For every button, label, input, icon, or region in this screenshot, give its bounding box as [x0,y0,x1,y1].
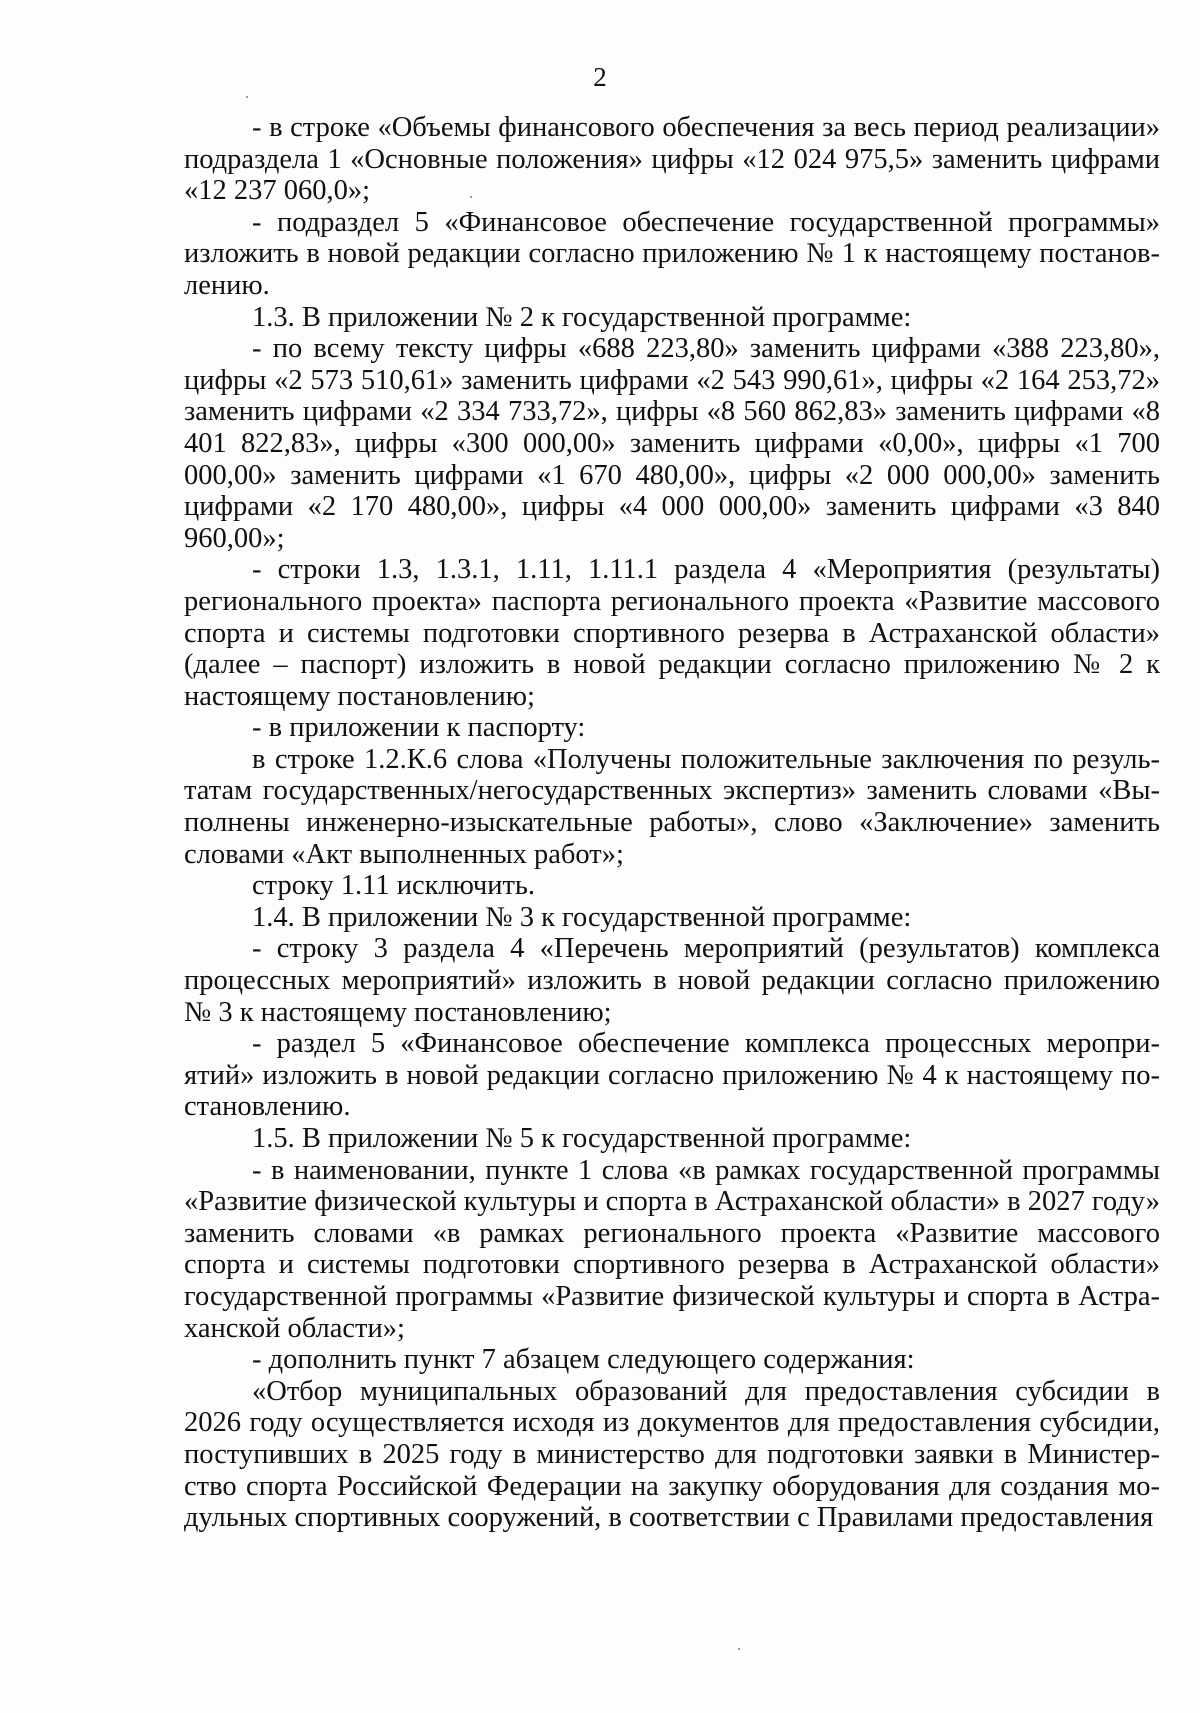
paragraph: - в строке «Объемы финансового обеспечения за весь период реализации» подраздела 1 «Основные положения» цифры «12 024 975,5» заменить цифрами «12 237 060,0»; [184,112,1160,207]
page-number: 2 [593,62,607,92]
paragraph: «Отбор муниципальных образований для предоставления субсидии в 2026 году осуществляется исходя из документов для предоставления субсидии, поступивших в 2025 году в министерство для подготовки заявки в Министерство спорта Российской Федерации на закупку оборудования для создания модульных спортивных сооружений, в соответствии с Правилами предоставления [184,1375,1160,1534]
paragraph: - строку 3 раздела 4 «Перечень мероприятий (результатов) комплекса процессных мероприятий» изложить в новой редакции согласно приложению № 3 к настоящему постановлению; [184,933,1160,1028]
paragraph: - строки 1.3, 1.3.1, 1.11, 1.11.1 раздела 4 «Мероприятия (результаты) регионального проекта» паспорта регионального проекта «Развитие массового спорта и системы подготовки спортивного резерва в Астраханской области» (далее – паспорт) изложить в новой редакции согласно приложению № 2 к настоящему постановлению; [184,554,1160,712]
paragraph: - подраздел 5 «Финансовое обеспечение государственной программы» изложить в новой редакции согласно приложению № 1 к настоящему постановлению. [184,206,1160,301]
section-heading: 1.4. В приложении № 3 к государственной программе: [252,901,912,933]
paragraph: - в наименовании, пункте 1 слова «в рамках государственной программы «Развитие физической культуры и спорта в Астраханской области» в 2027 году» заменить словами «в рамках регионального проекта «Развитие массового спорта и системы подготовки спортивного резерва в Астраханской области» государственной программы «Развитие физической культуры и спорта в Астраханской области»; [184,1154,1160,1344]
scan-speck [246,96,248,98]
paragraph: строку 1.11 исключить. [252,870,536,902]
paragraph: в строке 1.2.К.6 слова «Получены положительные заключения по результатам государственных/негосударственных экспертиз» заменить словами «Выполнены инженерно-изыскательные работы», слово «Заключение» заменить словами «Акт выполненных работ»; [184,743,1160,870]
section-heading: 1.5. В приложении № 5 к государственной программе: [252,1123,912,1154]
scan-speck [470,196,472,198]
paragraph: - по всему тексту цифры «688 223,80» заменить цифрами «388 223,80», цифры «2 573 510,61» заменить цифрами «2 543 990,61», цифры «2 164 253,72» заменить цифрами «2 334 733,72», цифры «8 560 862,83» заменить цифрами «8 401 822,83», цифры «300 000,00» заменить цифрами «0,00», цифры «1 700 000,00» заменить цифрами «1 670 480,00», цифры «2 000 000,00» заменить цифрами «2 170 480,00», цифры «4 000 000,00» заменить цифрами «3 840 960,00»; [184,333,1160,554]
document-body [184,112,1160,1534]
scan-speck [738,1648,740,1650]
paragraph: - в приложении к паспорту: [252,712,586,744]
section-heading: 1.3. В приложении № 2 к государственной программе: [252,301,912,333]
paragraph: - раздел 5 «Финансовое обеспечение комплекса процессных мероприятий» изложить в новой редакции согласно приложению № 4 к настоящему постановлению. [184,1028,1160,1123]
paragraph: - дополнить пункт 7 абзацем следующего содержания: [252,1344,915,1376]
